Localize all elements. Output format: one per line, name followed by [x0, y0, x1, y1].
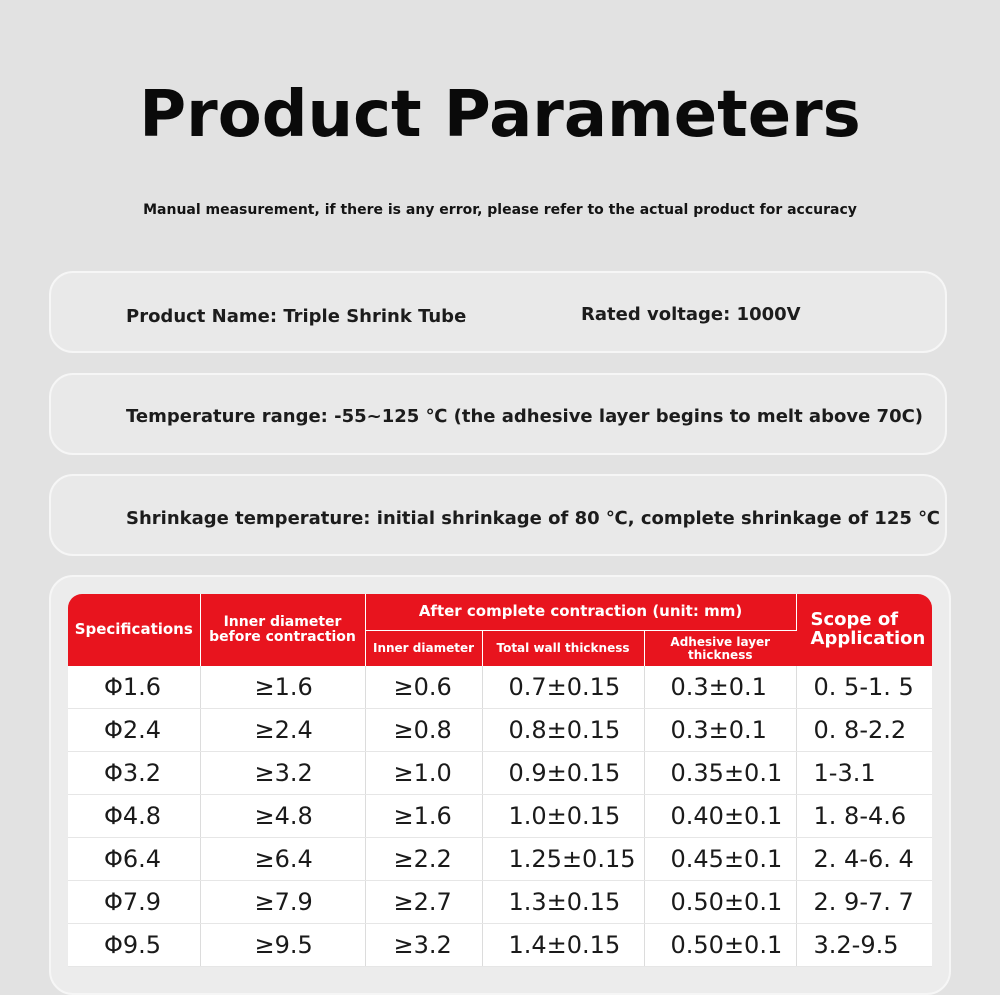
- cell-inner-after: ≥2.7: [365, 881, 482, 924]
- table-row: [68, 752, 932, 795]
- header-scope: Scope of Application: [796, 594, 932, 666]
- cell-inner-after: ≥0.8: [365, 709, 482, 752]
- cell-spec: Φ7.9: [68, 881, 200, 924]
- cell-inner-before: ≥3.2: [200, 752, 365, 795]
- cell-scope: 2. 4-6. 4: [796, 838, 932, 881]
- cell-wall: 1.3±0.15: [482, 881, 644, 924]
- cell-inner-after: ≥2.2: [365, 838, 482, 881]
- table-row: [68, 666, 932, 709]
- cell-inner-before: ≥7.9: [200, 881, 365, 924]
- table-row: [68, 838, 932, 881]
- cell-spec: Φ3.2: [68, 752, 200, 795]
- page-subtitle: Manual measurement, if there is any error, please refer to the actual product for accuracy: [143, 202, 857, 218]
- product-info-card: [49, 271, 947, 353]
- cell-scope: 0. 8-2.2: [796, 709, 932, 752]
- cell-scope: 1-3.1: [796, 752, 932, 795]
- header-inner-after: Inner diameter: [365, 631, 482, 667]
- cell-wall: 0.7±0.15: [482, 666, 644, 709]
- cell-spec: Φ6.4: [68, 838, 200, 881]
- shrinkage-card: [49, 474, 947, 556]
- cell-adhesive: 0.50±0.1: [644, 881, 796, 924]
- cell-spec: Φ2.4: [68, 709, 200, 752]
- header-inner-before: Inner diameter before contraction: [200, 594, 365, 666]
- cell-scope: 1. 8-4.6: [796, 795, 932, 838]
- header-specifications: Specifications: [68, 594, 200, 666]
- spec-table: [68, 594, 932, 967]
- table-row: [68, 795, 932, 838]
- shrinkage-temperature-text: Shrinkage temperature: initial shrinkage of 80 ℃, complete shrinkage of 125 ℃: [126, 508, 940, 529]
- cell-spec: Φ9.5: [68, 924, 200, 967]
- cell-wall: 1.25±0.15: [482, 838, 644, 881]
- cell-scope: 0. 5-1. 5: [796, 666, 932, 709]
- table-row: [68, 881, 932, 924]
- cell-inner-after: ≥0.6: [365, 666, 482, 709]
- cell-inner-after: ≥3.2: [365, 924, 482, 967]
- cell-inner-before: ≥2.4: [200, 709, 365, 752]
- product-name-text: Product Name: Triple Shrink Tube: [126, 306, 467, 327]
- cell-adhesive: 0.40±0.1: [644, 795, 796, 838]
- cell-inner-before: ≥1.6: [200, 666, 365, 709]
- cell-wall: 1.0±0.15: [482, 795, 644, 838]
- cell-inner-after: ≥1.6: [365, 795, 482, 838]
- temperature-card: [49, 373, 947, 455]
- table-row: [68, 924, 932, 967]
- spec-table-wrapper: [68, 594, 932, 984]
- cell-wall: 1.4±0.15: [482, 924, 644, 967]
- cell-scope: 3.2-9.5: [796, 924, 932, 967]
- cell-adhesive: 0.35±0.1: [644, 752, 796, 795]
- rated-voltage-text: Rated voltage: 1000V: [581, 304, 801, 325]
- cell-adhesive: 0.3±0.1: [644, 709, 796, 752]
- header-adhesive-thickness: Adhesive layer thickness: [644, 631, 796, 667]
- header-wall-thickness: Total wall thickness: [482, 631, 644, 667]
- cell-wall: 0.8±0.15: [482, 709, 644, 752]
- cell-adhesive: 0.45±0.1: [644, 838, 796, 881]
- cell-adhesive: 0.3±0.1: [644, 666, 796, 709]
- cell-wall: 0.9±0.15: [482, 752, 644, 795]
- cell-inner-before: ≥4.8: [200, 795, 365, 838]
- cell-inner-before: ≥6.4: [200, 838, 365, 881]
- page-title: Product Parameters: [139, 78, 861, 152]
- header-after-contraction: After complete contraction (unit: mm): [365, 594, 796, 631]
- table-row: [68, 709, 932, 752]
- cell-spec: Φ1.6: [68, 666, 200, 709]
- cell-inner-before: ≥9.5: [200, 924, 365, 967]
- cell-adhesive: 0.50±0.1: [644, 924, 796, 967]
- cell-inner-after: ≥1.0: [365, 752, 482, 795]
- cell-scope: 2. 9-7. 7: [796, 881, 932, 924]
- cell-spec: Φ4.8: [68, 795, 200, 838]
- temperature-range-text: Temperature range: -55~125 ℃ (the adhesive layer begins to melt above 70C): [126, 406, 924, 427]
